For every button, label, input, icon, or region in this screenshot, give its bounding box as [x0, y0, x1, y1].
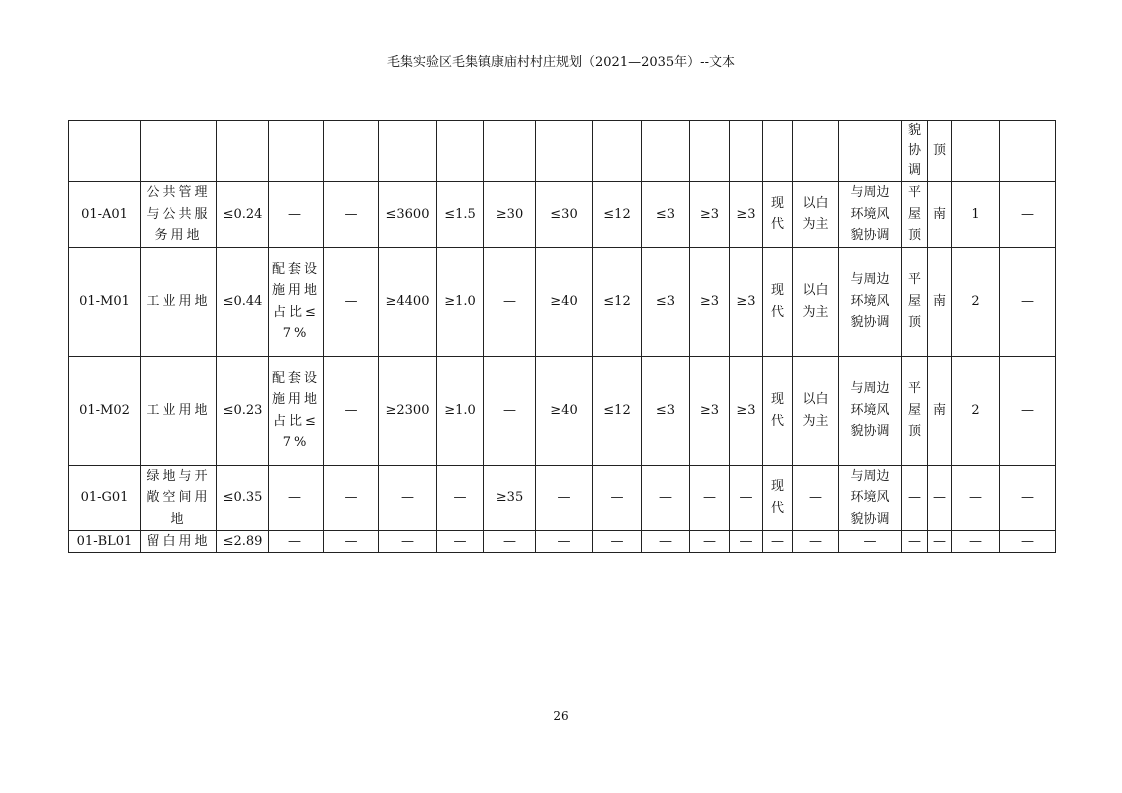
table-cell: —: [437, 531, 484, 553]
table-cell: —: [269, 531, 324, 553]
table-cell: 2: [952, 356, 1000, 465]
table-cell: —: [324, 247, 379, 356]
table-cell: 南: [928, 247, 952, 356]
table-cell: —: [484, 247, 536, 356]
table-cell: —: [1000, 356, 1056, 465]
table-cell: [763, 121, 793, 182]
table-cell: —: [324, 182, 379, 248]
table-cell: 配套设施用地占比≤7%: [269, 247, 324, 356]
table-cell: [536, 121, 593, 182]
table-cell: 01-M02: [69, 356, 141, 465]
table-cell: ≤0.23: [217, 356, 269, 465]
table-cell: —: [324, 465, 379, 531]
table-cell: 以白 为主: [793, 356, 839, 465]
table-cell: —: [1000, 182, 1056, 248]
table-cell: [217, 121, 269, 182]
table-cell: ≤12: [593, 182, 642, 248]
table-cell: ≥2300: [379, 356, 437, 465]
page-number: 26: [553, 709, 569, 723]
table-cell: ≥30: [484, 182, 536, 248]
table-cell: [1000, 121, 1056, 182]
table-cell: ≥3: [690, 247, 730, 356]
table-cell: 配套设施用地占比≤7%: [269, 356, 324, 465]
table-cell: ≤2.89: [217, 531, 269, 553]
table-cell: 与周边 环境风 貌协调: [839, 465, 902, 531]
table-row: [69, 182, 1056, 248]
table-cell: —: [642, 531, 690, 553]
table-row: [69, 356, 1056, 465]
table-cell: [642, 121, 690, 182]
table-cell: 1: [952, 182, 1000, 248]
table-cell: [730, 121, 763, 182]
table-cell: 与周边 环境风 貌协调: [839, 356, 902, 465]
table-cell: ≤0.35: [217, 465, 269, 531]
table-cell: —: [484, 531, 536, 553]
table-cell: 01-M01: [69, 247, 141, 356]
table-cell: ≤1.5: [437, 182, 484, 248]
table-cell: [839, 121, 902, 182]
table-cell: —: [730, 531, 763, 553]
table-cell: —: [952, 531, 1000, 553]
table-cell: 以白 为主: [793, 182, 839, 248]
table-cell: 现 代: [763, 356, 793, 465]
table-cell: 平 屋 顶: [902, 182, 928, 248]
table-cell: ≥3: [690, 356, 730, 465]
table-cell: —: [902, 531, 928, 553]
table-body: [69, 121, 1056, 553]
table-cell: [484, 121, 536, 182]
table-cell: 南: [928, 356, 952, 465]
table-cell: 顶: [928, 121, 952, 182]
table-cell: ≤0.44: [217, 247, 269, 356]
table-cell: 01-A01: [69, 182, 141, 248]
table-cell: —: [379, 531, 437, 553]
table-cell: ≤12: [593, 356, 642, 465]
table-row: [69, 465, 1056, 531]
table-cell: ≤3600: [379, 182, 437, 248]
table-cell: 工业用地: [141, 356, 217, 465]
table-cell: ≥3: [730, 356, 763, 465]
table-cell: [141, 121, 217, 182]
table-cell: 2: [952, 247, 1000, 356]
table-cell: —: [536, 531, 593, 553]
table-cell: 公共管理与公共服务用地: [141, 182, 217, 248]
table-cell: 留白用地: [141, 531, 217, 553]
table-cell: ≥35: [484, 465, 536, 531]
table-cell: —: [324, 531, 379, 553]
table-cell: —: [593, 531, 642, 553]
table-cell: ≤12: [593, 247, 642, 356]
table-cell: 平 屋 顶: [902, 356, 928, 465]
table-cell: [952, 121, 1000, 182]
table-cell: [324, 121, 379, 182]
table-cell: [593, 121, 642, 182]
table-cell: 现 代: [763, 465, 793, 531]
table-cell: 01-BL01: [69, 531, 141, 553]
table-cell: —: [928, 465, 952, 531]
table-cell: [379, 121, 437, 182]
table-cell: —: [928, 531, 952, 553]
table-cell: —: [839, 531, 902, 553]
table-cell: —: [269, 465, 324, 531]
table-cell: —: [763, 531, 793, 553]
table-cell: 南: [928, 182, 952, 248]
table-cell: 绿地与开敞空间用地: [141, 465, 217, 531]
table-cell: —: [690, 531, 730, 553]
table-cell: 平 屋 顶: [902, 247, 928, 356]
table-cell: —: [642, 465, 690, 531]
table-cell: ≥1.0: [437, 356, 484, 465]
table-cell: —: [324, 356, 379, 465]
table-cell: ≥3: [730, 247, 763, 356]
table-cell: —: [269, 182, 324, 248]
table-cell: ≤3: [642, 247, 690, 356]
table-cell: —: [793, 465, 839, 531]
table-cell: —: [730, 465, 763, 531]
table-cell: ≥1.0: [437, 247, 484, 356]
table-cell: —: [793, 531, 839, 553]
table-cell: —: [902, 465, 928, 531]
table-cell: ≥4400: [379, 247, 437, 356]
table-cell: [269, 121, 324, 182]
table-cell: —: [690, 465, 730, 531]
table-cell: —: [1000, 247, 1056, 356]
page-header: 毛集实验区毛集镇康庙村村庄规划（2021—2035年）--文本: [387, 55, 735, 70]
table-cell: ≥40: [536, 356, 593, 465]
table-cell: —: [1000, 531, 1056, 553]
table-cell: [793, 121, 839, 182]
table-cell: —: [1000, 465, 1056, 531]
table-cell: 与周边 环境风 貌协调: [839, 182, 902, 248]
table-cell: —: [536, 465, 593, 531]
table-cell: —: [437, 465, 484, 531]
table-cell: [690, 121, 730, 182]
table-cell: 与周边 环境风 貌协调: [839, 247, 902, 356]
table-cell: ≤0.24: [217, 182, 269, 248]
table-cell: —: [952, 465, 1000, 531]
table-cell: ≥3: [730, 182, 763, 248]
table-cell: ≥3: [690, 182, 730, 248]
table-cell: 工业用地: [141, 247, 217, 356]
table-cell: —: [379, 465, 437, 531]
table-cell: 貌协调: [902, 121, 928, 182]
land-use-control-table: [68, 120, 1056, 553]
table-cell: ≥40: [536, 247, 593, 356]
table-cell: [69, 121, 141, 182]
table-cell: ≤3: [642, 356, 690, 465]
table-cell: —: [593, 465, 642, 531]
table-cell: 现 代: [763, 247, 793, 356]
table-cell: 01-G01: [69, 465, 141, 531]
table-row: [69, 531, 1056, 553]
table-row: [69, 121, 1056, 182]
table-row: [69, 247, 1056, 356]
table-cell: ≤30: [536, 182, 593, 248]
table-cell: 以白 为主: [793, 247, 839, 356]
table-cell: ≤3: [642, 182, 690, 248]
table-cell: —: [484, 356, 536, 465]
table-cell: [437, 121, 484, 182]
table-cell: 现 代: [763, 182, 793, 248]
